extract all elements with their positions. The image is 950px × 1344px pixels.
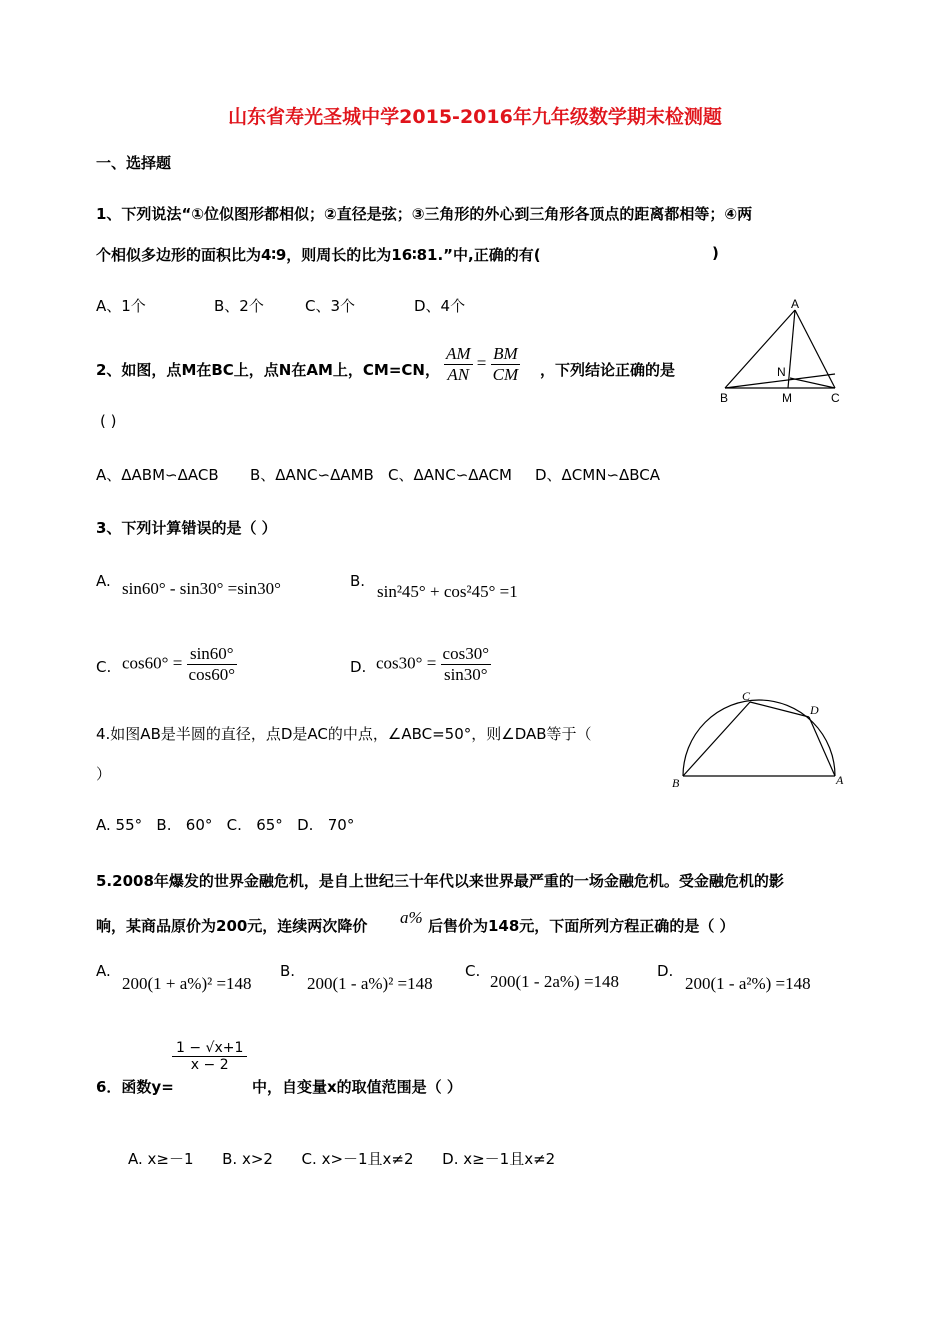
q6-options: A. x≥－1 B. x>2 C. x>－1且x≠2 D. x≥－1且x≠2 bbox=[128, 1150, 556, 1168]
q5-line2-post: 后售价为148元，下面所列方程正确的是（ ） bbox=[428, 917, 735, 935]
q3-d-num: cos30° bbox=[442, 644, 490, 663]
q3-c-label: C. bbox=[96, 658, 112, 676]
q4-line1: 4.如图AB是半圆的直径，点D是AC的中点，∠ABC=50°，则∠DAB等于（ bbox=[96, 725, 592, 743]
q2-suffix: ，下列结论正确的是 bbox=[540, 361, 676, 379]
q3-a-expr: sin60° - sin30° =sin30° bbox=[122, 579, 281, 598]
q1-option-d: D、4个 bbox=[414, 297, 466, 315]
q5-d-label: D. bbox=[657, 962, 674, 980]
q2-option-b: B、ΔANC∽ΔAMB bbox=[250, 466, 374, 484]
fig-label-b: B bbox=[720, 391, 729, 405]
q6-numerator: 1 − √x+1 bbox=[172, 1040, 247, 1057]
q3-a-label: A. bbox=[96, 572, 111, 590]
q2-frac2-num: BM bbox=[491, 344, 521, 365]
q5-variable: a% bbox=[400, 908, 423, 927]
q3-d-left: cos30° = bbox=[376, 653, 437, 673]
q5-line1: 5.2008年爆发的世界金融危机，是自上世纪三十年代以来世界最严重的一场金融危机。受金融危机的影 bbox=[96, 872, 784, 890]
q1-close-paren: ) bbox=[712, 244, 719, 262]
q5-b-expr: 200(1 - a%)² =148 bbox=[307, 974, 433, 993]
fig2-label-a: A bbox=[836, 773, 844, 787]
q2-option-a: A、ΔABM∽ΔACB bbox=[96, 466, 219, 484]
q2-option-d: D、ΔCMN∽ΔBCA bbox=[535, 466, 661, 484]
q3-b-label: B. bbox=[350, 572, 366, 590]
page-title: 山东省寿光圣城中学2015-2016年九年级数学期末检测题 bbox=[228, 106, 722, 128]
q3-c-den: cos60° bbox=[188, 665, 236, 684]
q4-line2: ） bbox=[96, 765, 112, 783]
q3-c-num: sin60° bbox=[187, 644, 237, 665]
q1-option-a: A、1个 bbox=[96, 297, 146, 315]
fig2-label-b: B bbox=[672, 776, 680, 790]
q2-option-c: C、ΔANC∽ΔACM bbox=[388, 466, 512, 484]
fig-label-c: C bbox=[831, 391, 840, 405]
q3-c-left: cos60° = bbox=[122, 653, 183, 673]
q5-a-expr: 200(1 + a%)² =148 bbox=[122, 974, 252, 993]
q2-frac1-num: AM bbox=[446, 344, 471, 363]
q6-suffix: 中，自变量x的取值范围是（ ） bbox=[252, 1078, 462, 1096]
q4-options: A. 55° B. 60° C. 65° D. 70° bbox=[96, 816, 355, 834]
semicircle-figure bbox=[670, 686, 850, 790]
section-heading: 一、选择题 bbox=[96, 154, 172, 172]
q3-b-expr: sin²45° + cos²45° =1 bbox=[377, 582, 518, 601]
q2-equals: = bbox=[476, 353, 487, 373]
fig-label-m: M bbox=[782, 391, 792, 405]
q2-paren: ( ) bbox=[100, 412, 117, 430]
q3-d-label: D. bbox=[350, 658, 367, 676]
q6-prefix: 6．函数y= bbox=[96, 1078, 174, 1096]
q1-option-c: C、3个 bbox=[305, 297, 356, 315]
q1-line1: 1、下列说法“①位似图形都相似；②直径是弦；③三角形的外心到三角形各顶点的距离都相等；④两 bbox=[96, 205, 753, 223]
q6-denominator: x − 2 bbox=[190, 1057, 229, 1073]
q1-option-b: B、2个 bbox=[214, 297, 264, 315]
q5-d-expr: 200(1 - a²%) =148 bbox=[685, 974, 811, 993]
q2-frac1-den: AN bbox=[447, 365, 470, 384]
fig2-label-d: D bbox=[810, 703, 819, 717]
fig-label-n: N bbox=[777, 365, 786, 379]
q3-c-expr bbox=[122, 644, 237, 685]
q6-fraction bbox=[172, 1040, 247, 1073]
fig2-label-c: C bbox=[742, 689, 751, 703]
q2-prefix: 2、如图，点M在BC上，点N在AM上，CM=CN， bbox=[96, 361, 440, 379]
q5-b-label: B. bbox=[280, 962, 296, 980]
q5-c-expr: 200(1 - 2a%) =148 bbox=[490, 972, 620, 991]
fig-label-a: A bbox=[791, 297, 800, 311]
triangle-figure bbox=[715, 296, 850, 406]
q2-fraction-1 bbox=[444, 344, 520, 385]
q5-line2-pre: 响，某商品原价为200元，连续两次降价 bbox=[96, 917, 368, 935]
q3-d-den: sin30° bbox=[443, 665, 488, 684]
q2-frac2-den: CM bbox=[492, 365, 519, 384]
q1-line2: 个相似多边形的面积比为4∶9，则周长的比为16∶81.”中,正确的有( bbox=[96, 246, 541, 264]
q3-d-expr bbox=[376, 644, 491, 685]
q5-a-label: A. bbox=[96, 962, 111, 980]
q3-stem: 3、下列计算错误的是（ ） bbox=[96, 519, 277, 537]
q5-c-label: C. bbox=[465, 962, 481, 980]
